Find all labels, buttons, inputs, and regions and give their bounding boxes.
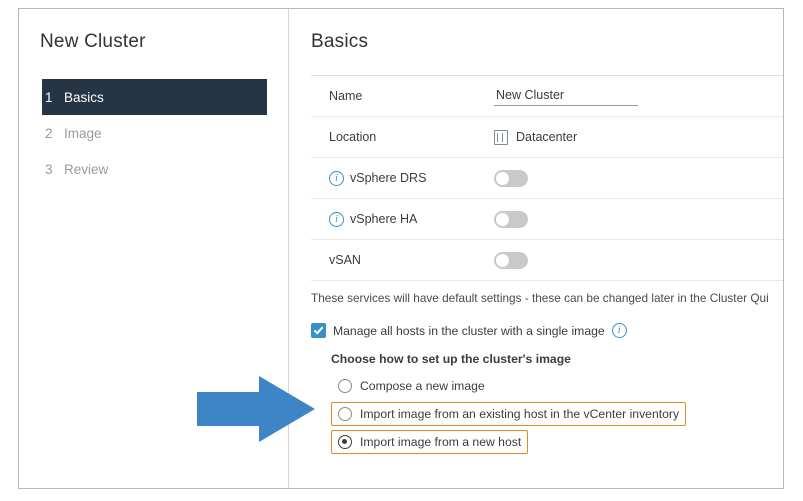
choose-image-label: Choose how to set up the cluster's image: [331, 352, 571, 366]
radio-import-new-host[interactable]: [338, 435, 352, 449]
radio-compose-new-image[interactable]: [338, 379, 352, 393]
option-compose-new-image[interactable]: [331, 374, 492, 398]
form-row-vsphere-ha: [311, 199, 783, 240]
basics-form: [311, 75, 783, 281]
form-row-vsan: [311, 240, 783, 281]
vsan-label: [329, 253, 494, 267]
new-cluster-dialog: [18, 8, 784, 489]
manage-hosts-label: Manage all hosts in the cluster with a single image: [333, 323, 605, 338]
option-import-new-host[interactable]: [331, 430, 528, 454]
content-panel: [289, 9, 783, 488]
wizard-step-review[interactable]: [19, 151, 288, 187]
vsan-toggle[interactable]: [494, 252, 528, 269]
name-label: Name: [329, 89, 363, 103]
option-label: Import image from a new host: [360, 435, 522, 449]
manage-hosts-checkbox[interactable]: [311, 323, 326, 338]
step-label: Image: [64, 125, 102, 141]
image-option-list: [331, 374, 783, 454]
dialog-title: New Cluster: [40, 31, 146, 52]
datacenter-icon: [494, 130, 508, 145]
step-label: Review: [64, 161, 109, 177]
form-row-location: [311, 117, 783, 158]
form-row-name: [311, 76, 783, 117]
form-row-vsphere-drs: [311, 158, 783, 199]
page-title: Basics: [311, 31, 369, 52]
annotation-arrow-icon: [197, 374, 317, 444]
step-label: Basics: [64, 89, 104, 105]
vsphere-drs-toggle[interactable]: [494, 170, 528, 187]
manage-hosts-row: [311, 323, 783, 338]
option-import-existing-host[interactable]: [331, 402, 686, 426]
radio-import-existing-host[interactable]: [338, 407, 352, 421]
option-label: Import image from an existing host in the vCenter inventory: [360, 407, 680, 421]
vsphere-ha-text: vSphere HA: [350, 212, 418, 226]
info-icon[interactable]: i: [329, 171, 344, 186]
option-label: Compose a new image: [360, 379, 485, 393]
info-icon[interactable]: i: [329, 212, 344, 227]
vsphere-drs-label: [329, 171, 494, 186]
vsphere-ha-toggle[interactable]: [494, 211, 528, 228]
wizard-step-image[interactable]: [19, 115, 288, 151]
cluster-name-input[interactable]: [494, 86, 638, 106]
info-icon[interactable]: i: [612, 323, 627, 338]
vsphere-drs-text: vSphere DRS: [350, 171, 427, 185]
location-value: [494, 130, 577, 145]
location-label: Location: [329, 130, 377, 144]
vsan-text: vSAN: [329, 253, 361, 267]
wizard-step-basics[interactable]: [42, 79, 267, 115]
vsphere-ha-label: [329, 212, 494, 227]
location-text: Datacenter: [516, 130, 578, 144]
services-note: These services will have default settings - these can be changed later in the Cluster Qui: [311, 291, 769, 305]
step-number: 2: [45, 125, 53, 141]
step-number: 1: [45, 89, 53, 105]
step-number: 3: [45, 161, 53, 177]
